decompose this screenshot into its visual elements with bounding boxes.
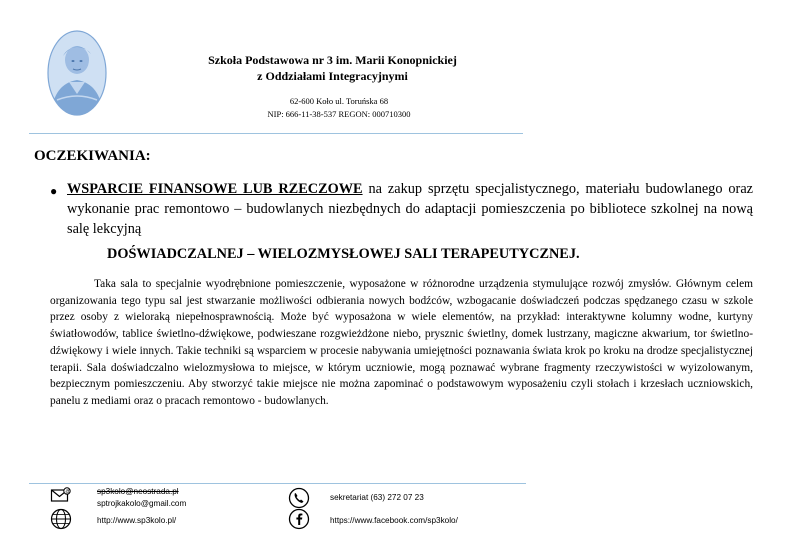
bullet-lead: WSPARCIE FINANSOWE LUB RZECZOWE (67, 181, 363, 197)
email-icon (50, 486, 72, 508)
school-tax-ids: NIP: 666-11-38-537 REGON: 000710300 (267, 109, 411, 119)
bullet-rest: na zakup sprzętu specjalistycznego, materiału budowlanego oraz wykonanie prac remontowo – budowlanych niezbędnych do adaptacji pomieszczenia po bibliotece szkolnej na nową salę lekcyjną (67, 181, 754, 237)
globe-icon (50, 508, 72, 530)
header-divider (29, 133, 523, 134)
footer-divider (29, 483, 526, 484)
phone-icon (288, 487, 310, 509)
bullet-icon: ● (50, 184, 58, 198)
svg-text:@: @ (65, 489, 71, 495)
school-address-block (254, 95, 424, 121)
facebook-link[interactable]: https://www.facebook.com/sp3kolo/ (330, 516, 458, 525)
email-old[interactable]: sp3kolo@neostrada.pl (97, 487, 179, 496)
description-paragraph: Taka sala to specjalnie wyodrębnione pomieszczenie, wyposażone w różnorodne urządzenia stymulujące rozwój zmysłów. Głównym celem organizowania tego typu sal jest stwarzanie możliwości odbierania nowych bodźców, wzbogacanie doświadczeń podczas spędzanego czasu w szkole przez osoby z wieloraką niepełnosprawnością. Może być wyposażona w wiele elementów, na przykład: interaktywne kolumny wodne, kurtyny światłowodów, tablice świetlno-dźwiękowe, podwieszane rozgwieżdżone niebo, prysznic świetlny, domek lustrzany, magiczne akwarium, tor świetlno-dźwiękowy i wiele innych. Takie techniki są wsparciem w procesie nabywania umiejętności poznawania świata krok po kroku na drodze specjalistycznej terapii. Sala doświadczalno wielozmysłowa to miejsce, w którym uczniowie, mogą poznawać wybrane fragmenty rzeczywistości w wyizolowanym, bezpiecznym pomieszczeniu. Aby stworzyć takie miejsce nie można zapominać o podstawowym wyposażeniu czyli stołach i krzesłach uczniowskich, panelu z mediami oraz o pracach remontowo - budowlanych. (50, 278, 753, 407)
school-address: 62-600 Koło ul. Toruńska 68 (289, 96, 389, 106)
room-title: DOŚWIADCZALNEJ – WIELOZMYSŁOWEJ SALI TERAPEUTYCZNEJ. (107, 246, 580, 262)
section-heading: OCZEKIWANIA: (34, 148, 151, 164)
school-name-line1: Szkoła Podstawowa nr 3 im. Marii Konopnickiej (208, 53, 457, 67)
phone-number: sekretariat (63) 272 07 23 (330, 493, 424, 502)
school-name-line2: z Oddziałami Integracyjnymi (257, 69, 408, 83)
email-new[interactable]: sptrojkakolo@gmail.com (97, 499, 187, 508)
school-patron-portrait-logo (47, 30, 107, 116)
school-name (190, 52, 520, 84)
facebook-icon (288, 508, 310, 530)
website-link[interactable]: http://www.sp3kolo.pl/ (97, 516, 177, 525)
bullet-item (67, 179, 753, 239)
